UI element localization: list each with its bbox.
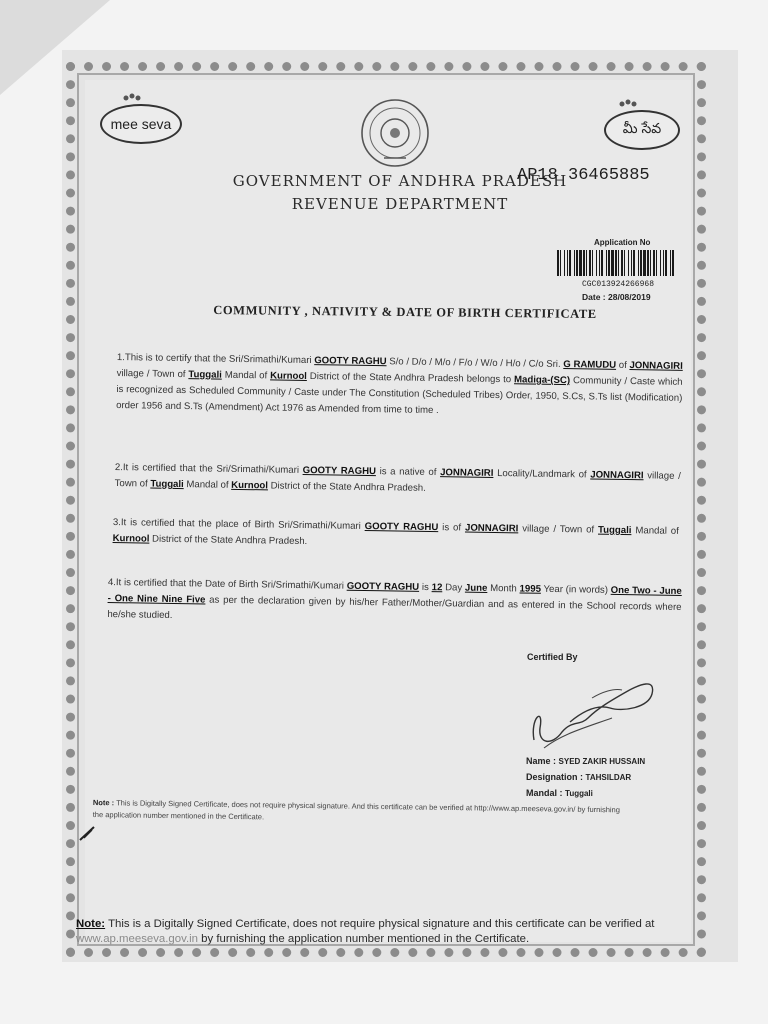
text-span: Designation : — [526, 772, 584, 782]
text-span: as per the declaration given by his/her Father/Mother/Guardian and as entered in the School records where he/she studied. — [107, 594, 682, 622]
mandal-name: Tuggali — [150, 478, 184, 491]
text-span: This is Digitally Signed Certificate, does not require physical signature. And this certificate can be verified at http://www.ap.meeseva.gov.in/ by furnishing the application number mentioned in the Certificate. — [92, 798, 621, 822]
barcode-bar — [633, 250, 635, 276]
reference-number: AP18 36465885 — [517, 166, 650, 185]
logo-dots-icon — [618, 98, 642, 108]
barcode-bar — [560, 250, 561, 276]
application-label: Application No — [594, 238, 651, 247]
text-span: Month — [487, 582, 520, 595]
certificate-paragraph-4 — [107, 575, 682, 632]
officer-name — [526, 756, 645, 766]
birth-year: 1995 — [519, 583, 542, 595]
barcode-bar — [596, 250, 597, 276]
barcode-bar — [592, 250, 593, 276]
application-number: CGC013924266968 — [582, 280, 655, 289]
text-span: Tuggali — [565, 789, 593, 798]
text-span: is of — [438, 522, 466, 534]
barcode-bar — [656, 250, 657, 276]
locality-name: JONNAGIRI — [440, 467, 494, 479]
logo-left-text: mee seva — [110, 116, 172, 132]
barcode-bar — [624, 250, 625, 276]
barcode-bar — [589, 250, 591, 276]
text-span: Mandal of — [183, 479, 232, 491]
certified-by-label: Certified By — [527, 652, 578, 662]
certificate-paragraph-1 — [116, 350, 683, 423]
text-span: village / Town of — [114, 470, 681, 490]
barcode-bar — [599, 250, 600, 276]
text-span: District of the State Andhra Pradesh. — [267, 480, 426, 494]
barcode-bar — [611, 250, 614, 276]
district-name: Kurnool — [231, 479, 269, 492]
barcode-bar — [586, 250, 587, 276]
text-span: Community / Caste which is recognized as Scheduled Community / Caste under The Constitution (Scheduled Tribes) Order, 1950, S.Cs, S.Ts list (Modification) order 1956 and S.Ts (Amendment) Act 1976 as Amended from time to time . — [116, 375, 683, 417]
village-name: JONNAGIRI — [464, 522, 519, 535]
barcode-bar — [631, 250, 632, 276]
barcode-bar — [665, 250, 667, 276]
text-span: 2.It is certified that the Sri/Srimathi/Kumari — [114, 461, 303, 476]
text-span: of — [616, 359, 630, 372]
barcode-bar — [608, 250, 610, 276]
text-span: Mandal : — [526, 788, 563, 798]
text-span: 1.This is to certify that the Sri/Srimathi/Kumari — [116, 351, 315, 367]
certificate-title: COMMUNITY , NATIVITY & DATE OF BIRTH CERTIFICATE — [213, 302, 597, 322]
meeseva-logo-right — [604, 110, 680, 150]
government-title: GOVERNMENT OF ANDHRA PRADESH — [232, 172, 568, 190]
mandal-name: Tuggali — [597, 524, 632, 537]
barcode-bar — [643, 250, 646, 276]
parent-name: G RAMUDU — [563, 359, 617, 371]
mandal-name: Tuggali — [188, 369, 222, 381]
text-span: village / Town of — [116, 367, 189, 381]
barcode-bar — [567, 250, 568, 276]
text-span: Name : — [526, 756, 557, 766]
birth-date-in-words: One Two - June - One Nine Nine Five — [107, 584, 682, 606]
date-label: Date : — [582, 292, 606, 302]
officer-designation — [526, 772, 631, 782]
barcode-bar — [672, 250, 674, 276]
pen-mark-icon — [78, 824, 96, 842]
text-span: This is a Digitally Signed Certificate, does not require physical signature and this certificate can be verified at — [105, 918, 655, 930]
text-span: Day — [442, 582, 466, 594]
barcode-bar — [574, 250, 575, 276]
text-span: is — [419, 581, 432, 594]
barcode-bar — [663, 250, 664, 276]
meeseva-logo-left — [100, 104, 182, 144]
text-span: Year (in words) — [540, 583, 611, 596]
text-span: District of the State Andhra Pradesh belongs to — [306, 370, 515, 386]
text-span: 4.It is certified that the Date of Birth Sri/Srimathi/Kumari — [107, 576, 347, 592]
text-span: Note: — [76, 918, 106, 930]
date-value: 28/08/2019 — [608, 292, 651, 302]
barcode-bar — [557, 250, 559, 276]
text-span: village / Town of — [518, 523, 599, 536]
text-span: by furnishing the application number mentioned in the Certificate. — [197, 933, 530, 945]
text-span: District of the State Andhra Pradesh. — [149, 533, 308, 548]
logo-dots-icon — [122, 92, 146, 102]
text-span: Locality/Landmark of — [493, 467, 591, 481]
barcode-bar — [650, 250, 651, 276]
applicant-name: GOOTY RAGHU — [364, 520, 439, 534]
barcode-bar — [640, 250, 642, 276]
text-span: is a native of — [375, 466, 441, 479]
applicant-name: GOOTY RAGHU — [314, 355, 387, 368]
text-span: Note : — [92, 797, 115, 808]
text-span: Mandal of — [631, 525, 679, 537]
state-emblem-icon — [356, 98, 434, 168]
barcode-bar — [576, 250, 578, 276]
text-span: S/o / D/o / M/o / F/o / W/o / H/o / C/o Sri. — [386, 356, 564, 371]
barcode-bar — [621, 250, 623, 276]
text-span: SYED ZAKIR HUSSAIN — [558, 757, 646, 766]
verification-url: www.ap.meeseva.gov.in — [76, 933, 198, 945]
barcode-bar — [579, 250, 582, 276]
community-name: Madiga-(SC) — [514, 374, 571, 387]
department-title: REVENUE DEPARTMENT — [291, 195, 509, 213]
logo-right-text: మీ సేవ — [622, 120, 662, 136]
barcode-bar — [660, 250, 661, 276]
district-name: Kurnool — [270, 370, 307, 382]
barcode-bar — [638, 250, 639, 276]
barcode-bar — [628, 250, 629, 276]
text-span: 3.It is certified that the place of Birth Sri/Srimathi/Kumari — [112, 516, 365, 532]
district-name: Kurnool — [112, 532, 150, 545]
text-span: Mandal of — [221, 369, 271, 382]
barcode-bar — [653, 250, 655, 276]
barcode-bar — [615, 250, 617, 276]
text-span: TAHSILDAR — [585, 773, 632, 782]
barcode-bar — [601, 250, 603, 276]
application-date — [582, 292, 651, 302]
barcode-bar — [647, 250, 649, 276]
barcode-bar — [606, 250, 607, 276]
birth-day: 12 — [431, 582, 443, 594]
applicant-name: GOOTY RAGHU — [302, 464, 377, 478]
village-name: JONNAGIRI — [590, 469, 644, 482]
village-name: JONNAGIRI — [629, 360, 683, 372]
barcode-bar — [670, 250, 671, 276]
barcode-bar — [618, 250, 619, 276]
barcode-bar — [564, 250, 565, 276]
barcode-bar — [569, 250, 571, 276]
verification-note — [76, 917, 716, 947]
officer-mandal — [526, 788, 593, 798]
birth-month: June — [464, 582, 488, 594]
barcode-bar — [583, 250, 585, 276]
applicant-name: GOOTY RAGHU — [346, 580, 420, 593]
signature-icon — [522, 668, 662, 753]
barcode-icon — [557, 250, 674, 276]
